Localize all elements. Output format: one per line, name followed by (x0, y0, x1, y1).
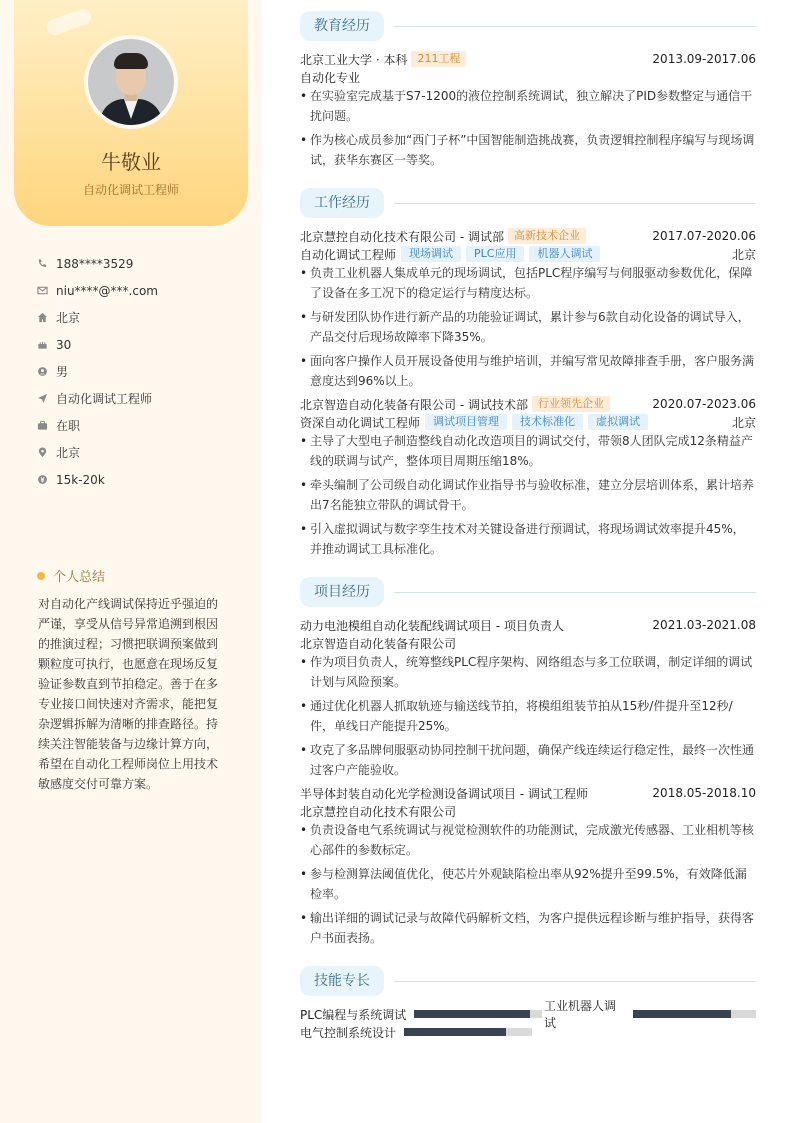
skill-bar-fill (414, 1010, 529, 1018)
job-2-bullets (300, 431, 756, 563)
summary-text: 对自动化产线调试保持近乎强迫的严谨，享受从信号异常追溯到根因的推演过程；习惯把联调预案做到颗粒度可执行，也愿意在现场反复验证参数直到节拍稳定。善于在多专业接口间快速对齐需求，能把复杂逻辑拆解为清晰的排查路径。持续关注智能装备与边缘计算方向，希望在自动化工程师岗位上用技术敏感度交付可靠方案。 (38, 597, 219, 791)
skill-bar (414, 1010, 542, 1018)
info-phone-text: 188****3529 (56, 256, 134, 271)
list-item: • 攻克了多品牌伺服驱动协同控制干扰问题，确保产线连续运行稳定性，最终一次性通过客户产能验收。 (300, 740, 756, 780)
summary-heading (37, 566, 105, 585)
list-item: • 作为核心成员参加“西门子杯”中国智能制造挑战赛，负责逻辑控制程序编写与现场调试，获华东赛区一等奖。 (300, 130, 756, 170)
job-2-row (300, 395, 756, 413)
info-target-role-text: 自动化调试工程师 (56, 392, 153, 406)
divider (394, 592, 756, 593)
info-location (37, 439, 158, 466)
info-gender (37, 358, 158, 385)
work-heading: 工作经历 (300, 188, 384, 218)
profile-role: 自动化调试工程师 (82, 183, 179, 197)
job-2-position-row (300, 413, 756, 431)
info-home (37, 304, 158, 331)
list-item: • 作为项目负责人，统筹整线PLC程序架构、网络组态与多工位联调，制定详细的调试计划与风险预案。 (300, 652, 756, 692)
project-2-date: 2018.05-2018.10 (652, 786, 756, 800)
job-2-tag: 行业领先企业 (532, 396, 610, 412)
project-1-name: 动力电池模组自动化装配线调试项目 - 项目负责人 (300, 618, 564, 633)
job-1-skill-tag: 现场调试 (401, 246, 461, 262)
job-2-position: 资深自动化调试工程师 (300, 415, 421, 430)
education-row (300, 50, 756, 68)
project-2-row (300, 784, 756, 802)
profile-name: 牛敬业 (101, 150, 161, 174)
project-1-org-row (300, 634, 756, 652)
send-icon (37, 393, 48, 404)
education-heading: 教育经历 (300, 11, 384, 41)
skill-bar-fill (404, 1028, 506, 1036)
list-item: • 负责工业机器人集成单元的现场调试，包括PLC程序编写与伺服驱动参数优化，保障了设备在多工况下的稳定运行与精度达标。 (300, 263, 756, 303)
info-home-text: 北京 (56, 311, 81, 325)
job-1-tag: 高新技术企业 (508, 228, 586, 244)
info-salary-text: 15k-20k (56, 472, 105, 487)
list-item: • 负责设备电气系统调试与视觉检测软件的功能测试，完成激光传感器、工业相机等核心部件的参数标定。 (300, 820, 756, 860)
education-tag: 211工程 (411, 51, 466, 67)
salary-icon (37, 474, 48, 485)
skill-bar (633, 1010, 756, 1018)
job-2-date: 2020.07-2023.06 (652, 397, 756, 411)
decoration-shape (45, 7, 94, 38)
skill-name: 工业机器人调试 (544, 999, 617, 1030)
skill-item (544, 999, 756, 1030)
divider (394, 981, 756, 982)
bullet-dot-icon (37, 572, 45, 580)
education-major: 自动化专业 (300, 70, 361, 85)
skills-section-title (300, 966, 756, 996)
education-section-title (300, 11, 756, 41)
job-1-bullets (300, 263, 756, 395)
job-2-company: 北京智造自动化装备有限公司 - 调试技术部 (300, 397, 528, 412)
skill-name: PLC编程与系统调试 (300, 1007, 407, 1022)
list-item: • 主导了大型电子制造整线自动化改造项目的调试交付，带领8人团队完成12条精益产线的联调与试产，整体项目周期压缩18%。 (300, 431, 756, 471)
skill-item (300, 1005, 542, 1023)
project-1-date: 2021.03-2021.08 (652, 618, 756, 632)
education-major-row (300, 68, 756, 86)
list-item: • 在实验室完成基于S7-1200的液位控制系统调试，独立解决了PID参数整定与通信干扰问题。 (300, 86, 756, 126)
skills-heading: 技能专长 (300, 966, 384, 996)
skill-name: 电气控制系统设计 (300, 1025, 397, 1040)
job-1-position-row (300, 245, 756, 263)
job-1-date: 2017.07-2020.06 (652, 229, 756, 243)
job-1-skill-tag: 机器人调试 (529, 246, 600, 262)
job-2-skill-tag: 技术标准化 (512, 414, 583, 430)
project-1-row (300, 616, 756, 634)
mail-icon (37, 285, 48, 296)
contact-info-list (37, 250, 158, 493)
cake-icon (37, 339, 48, 350)
job-1-company: 北京慧控自动化技术有限公司 - 调试部 (300, 229, 504, 244)
home-icon (37, 312, 48, 323)
info-age-text: 30 (56, 337, 72, 352)
job-1-city: 北京 (731, 247, 756, 262)
work-section-title (300, 188, 756, 218)
list-item: • 牵头编制了公司级自动化调试作业指导书与验收标准，建立分层培训体系，累计培养出7名能独立带队的调试骨干。 (300, 475, 756, 515)
project-1-org: 北京智造自动化装备有限公司 (300, 636, 457, 651)
education-school: 北京工业大学 · 本科 (300, 52, 408, 67)
list-item: • 通过优化机器人抓取轨迹与输送线节拍，将模组组装节拍从15秒/件提升至12秒/件，单线日产能提升25%。 (300, 696, 756, 736)
project-2-org: 北京慧控自动化技术有限公司 (300, 804, 457, 819)
info-location-text: 北京 (56, 446, 81, 460)
sidebar (0, 0, 262, 1123)
job-2-skill-tag: 调试项目管理 (425, 414, 507, 430)
info-email (37, 277, 158, 304)
skill-bar (404, 1028, 532, 1036)
info-status (37, 412, 158, 439)
avatar (84, 35, 178, 129)
job-2-city: 北京 (731, 415, 756, 430)
list-item: • 参与检测算法阈值优化，使芯片外观缺陷检出率从92%提升至99.5%，有效降低漏检率。 (300, 864, 756, 904)
skill-item (300, 1023, 532, 1041)
project-2-name: 半导体封装自动化光学检测设备调试项目 - 调试工程师 (300, 786, 588, 801)
location-icon (37, 447, 48, 458)
project-1-bullets (300, 652, 756, 784)
info-email-text: niu****@***.com (56, 283, 158, 298)
phone-icon (37, 258, 48, 269)
info-status-text: 在职 (56, 419, 81, 433)
education-bullets (300, 86, 756, 174)
education-date: 2013.09-2017.06 (652, 52, 756, 66)
info-phone (37, 250, 158, 277)
gender-icon (37, 366, 48, 377)
list-item: • 与研发团队协作进行新产品的功能验证调试，累计参与6款自动化设备的调试导入，产品交付后现场故障率下降35%。 (300, 307, 756, 347)
info-salary (37, 466, 158, 493)
summary-heading-text: 个人总结 (53, 570, 106, 585)
skill-bar-fill (633, 1010, 732, 1018)
project-2-bullets (300, 820, 756, 952)
job-1-skill-tag: PLC应用 (466, 246, 524, 262)
list-item: • 输出详细的调试记录与故障代码解析文档，为客户提供远程诊断与维护指导，获得客户书面表扬。 (300, 908, 756, 948)
job-1-position: 自动化调试工程师 (300, 247, 397, 262)
project-2-org-row (300, 802, 756, 820)
job-2-skill-tag: 虚拟调试 (588, 414, 648, 430)
divider (394, 203, 756, 204)
briefcase-icon (37, 420, 48, 431)
projects-heading: 项目经历 (300, 577, 384, 607)
projects-section-title (300, 577, 756, 607)
info-target-role (37, 385, 158, 412)
list-item: • 面向客户操作人员开展设备使用与维护培训，并编写常见故障排查手册，客户服务满意度达到96%以上。 (300, 351, 756, 391)
list-item: • 引入虚拟调试与数字孪生技术对关键设备进行预调试，将现场调试效率提升45%，并推动调试工具标准化。 (300, 519, 756, 559)
info-gender-text: 男 (56, 365, 69, 379)
divider (394, 26, 756, 27)
info-age (37, 331, 158, 358)
job-1-row (300, 227, 756, 245)
